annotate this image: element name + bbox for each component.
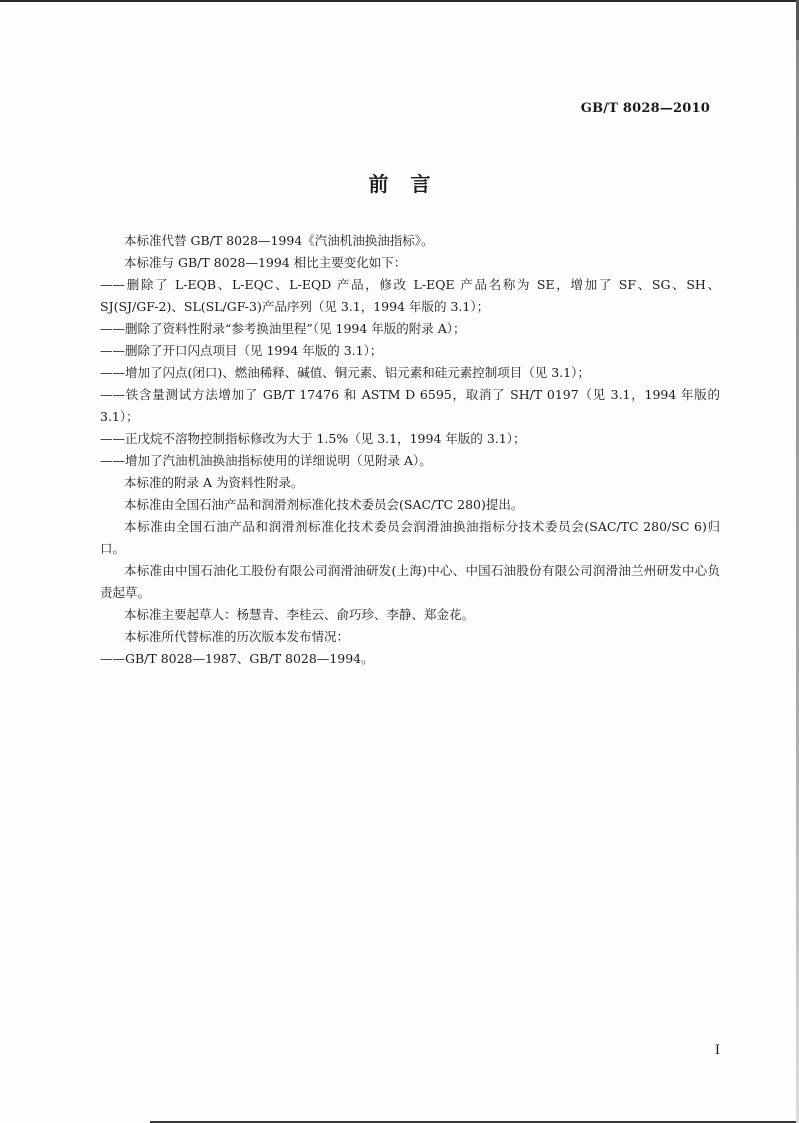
foreword-body xyxy=(100,230,720,670)
page-number: I xyxy=(714,1043,720,1058)
change-item: ——铁含量测试方法增加了 GB/T 17476 和 ASTM D 6595，取消了 SH/T 0197（见 3.1，1994 年版的 3.1）； xyxy=(100,387,720,424)
paragraph-changes-intro: 本标准与 GB/T 8028—1994 相比主要变化如下： xyxy=(124,255,407,270)
history-item: ——GB/T 8028—1987、GB/T 8028—1994。 xyxy=(100,651,374,666)
change-item: ——删除了 L-EQB、L-EQC、L-EQD 产品，修改 L-EQE 产品名称为 SE，增加了 SF、SG、SH、SJ(SJ/GF-2)、SL(SL/GF-3)产品序列（见 3.1，1994 年版的 3.1）； xyxy=(100,277,720,314)
paragraph-replaces: 本标准代替 GB/T 8028—1994《汽油机油换油指标》。 xyxy=(124,233,434,248)
paragraph-drafted-by: 本标准由中国石油化工股份有限公司润滑油研发(上海)中心、中国石油股份有限公司润滑油兰州研发中心负责起草。 xyxy=(100,563,720,600)
change-item: ——增加了闪点(闭口)、燃油稀释、碱值、铜元素、铝元素和硅元素控制项目（见 3.1）； xyxy=(100,365,590,380)
scan-edge-top xyxy=(0,0,799,2)
page-title: 前言 xyxy=(368,172,453,196)
paragraph-proposed-by: 本标准由全国石油产品和润滑剂标准化技术委员会(SAC/TC 280)提出。 xyxy=(124,497,524,512)
paragraph-drafters: 本标准主要起草人：杨慧青、李桂云、俞巧珍、李静、郑金花。 xyxy=(124,607,475,622)
paragraph-centralized-by: 本标准由全国石油产品和润滑剂标准化技术委员会润滑油换油指标分技术委员会(SAC/TC 280/SC 6)归口。 xyxy=(100,519,720,556)
document-code: GB/T 8028—2010 xyxy=(580,101,710,116)
change-item: ——正戊烷不溶物控制指标修改为大于 1.5%（见 3.1，1994 年版的 3.1）； xyxy=(100,431,526,446)
paragraph-annex: 本标准的附录 A 为资料性附录。 xyxy=(124,475,304,490)
change-item: ——删除了开口闪点项目（见 1994 年版的 3.1）； xyxy=(100,343,383,358)
change-item: ——删除了资料性附录“参考换油里程”（见 1994 年版的附录 A）； xyxy=(100,321,466,336)
change-item: ——增加了汽油机油换油指标使用的详细说明（见附录 A）。 xyxy=(100,453,432,468)
paragraph-history-intro: 本标准所代替标准的历次版本发布情况： xyxy=(124,629,350,644)
